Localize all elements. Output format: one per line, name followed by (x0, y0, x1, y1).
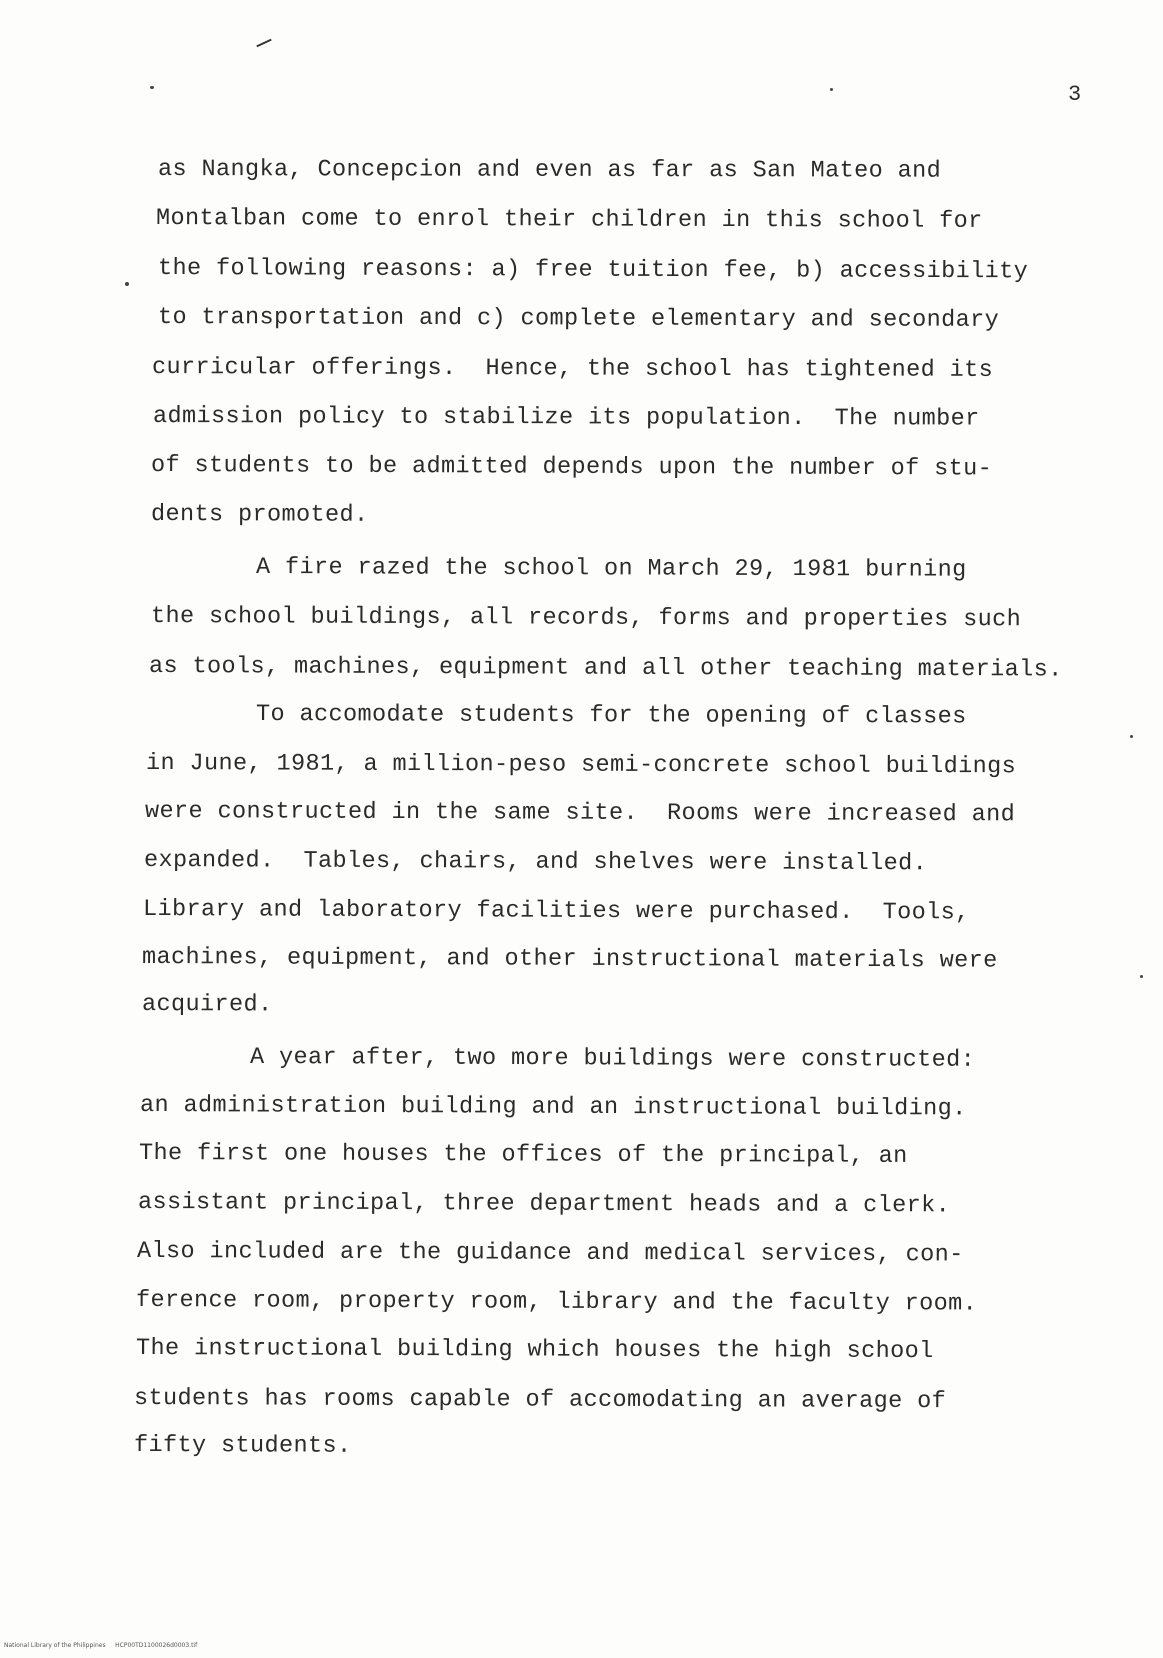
text-line: as tools, machines, equipment and all other teaching materials. (148, 653, 1063, 684)
text-line: A fire razed the school on March 29, 1981 burning (255, 554, 967, 584)
text-line: an administration building and an instructional building. (139, 1092, 967, 1123)
text-line: students has rooms capable of accomodating an average of (133, 1385, 947, 1416)
text-line: in June, 1981, a million-peso semi-concrete school buildings (145, 750, 1017, 781)
text-line: of students to be admitted depends upon the number of stu- (150, 452, 993, 483)
text-line: Also included are the guidance and medical services, con- (136, 1238, 964, 1269)
text-line: to transportation and c) complete elementary and secondary (157, 304, 1000, 334)
footer-file-id: HCP00TD1100026d0003.tif (115, 1642, 198, 1649)
text-line: were constructed in the same site. Rooms were increased and (144, 798, 1016, 829)
text-line: the following reasons: a) free tuition fee, b) accessibility (157, 255, 1029, 286)
text-line: Library and laboratory facilities were purchased. Tools, (142, 896, 970, 927)
text-line: acquired. (141, 991, 273, 1019)
stray-mark (256, 39, 271, 48)
text-line: admission policy to stabilize its population. The number (152, 403, 980, 433)
text-line: the school buildings, all records, forms and properties such (150, 603, 1022, 634)
text-line: fifty students. (133, 1432, 352, 1460)
text-line: Montalban come to enrol their children in this school for (155, 205, 983, 235)
text-line: machines, equipment, and other instructional materials were (141, 944, 998, 975)
scan-footer (4, 1642, 197, 1649)
page-number: 3 (1068, 82, 1083, 107)
speck-mark (1130, 735, 1133, 738)
text-line: expanded. Tables, chairs, and shelves were installed. (143, 847, 928, 878)
text-line: The instructional building which houses the high school (135, 1335, 934, 1366)
text-line: curricular offerings. Hence, the school has tightened its (151, 354, 994, 384)
speck-mark (150, 86, 154, 89)
text-line: ference room, property room, library and the faculty room. (135, 1287, 978, 1318)
speck-mark (1140, 975, 1143, 978)
text-line: dents promoted. (150, 501, 369, 529)
footer-source: National Library of the Philippines (4, 1642, 106, 1649)
text-line: assistant principal, three department heads and a clerk. (137, 1189, 951, 1220)
text-line: To accomodate students for the opening of classes (255, 701, 967, 731)
speck-mark (830, 88, 833, 91)
text-line: as Nangka, Concepcion and even as far as San Mateo and (157, 156, 942, 185)
text-line: A year after, two more buildings were constructed: (249, 1044, 976, 1074)
speck-mark (125, 282, 129, 286)
text-line: The first one houses the offices of the principal, an (138, 1140, 908, 1170)
